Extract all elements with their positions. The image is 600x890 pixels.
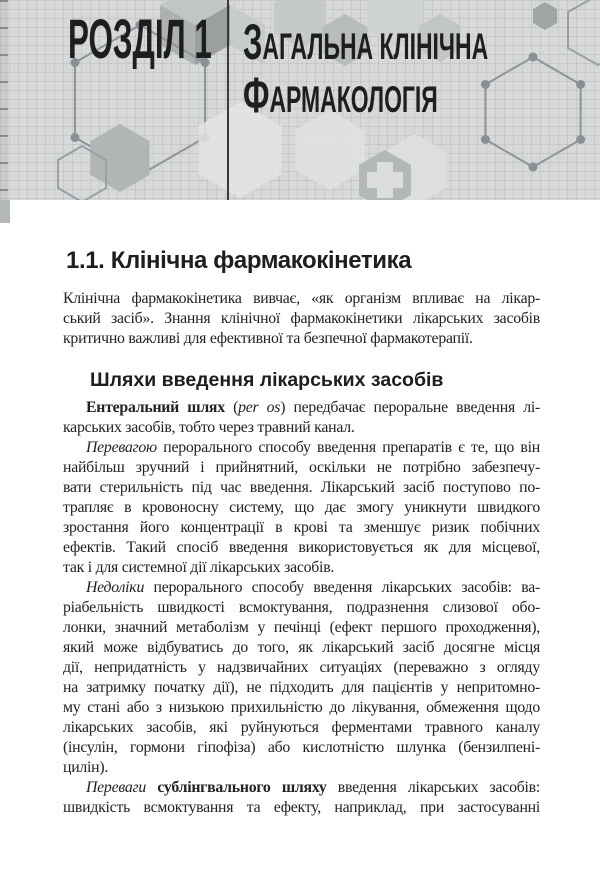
text-run: найбільш зручний і прийнятний, оскільки не потрібно забезпечу- (63, 459, 540, 476)
text-run: Ентеральний шлях (86, 399, 225, 416)
text-run: Недоліки (86, 579, 145, 596)
text-run: перорального способу введення лікарських засобів: ва- (144, 579, 540, 596)
text-run: Клінічна фармакокінетика вивчає, «як організм впливає на лікар- (63, 290, 540, 307)
header-divider (227, 0, 229, 200)
text-line (63, 698, 540, 718)
text-run: ріабельність швидкості всмоктування, подразнення слизової обо- (63, 599, 540, 616)
text-line (63, 398, 540, 418)
text-line (63, 758, 540, 778)
text-run: per os (238, 399, 281, 416)
text-run: перорального способу введення препаратів є те, що він (156, 439, 540, 456)
text-run: ефектів. Такий спосіб введення використовується як для місцевої, (63, 539, 540, 556)
chapter-label: РОЗДІЛ 1 (68, 7, 212, 70)
text-line (63, 778, 540, 798)
text-run: му стані або з низькою прихильністю до лікування, обмеження щодо (63, 699, 540, 716)
text-line (63, 738, 540, 758)
text-run: швидкість всмоктування та ефекту, наприклад, при застосуванні (63, 799, 540, 816)
text-run: (інсулін, гормони гіпофіза) або кислотністю шлунка (бензилпені- (63, 739, 540, 756)
text-run: дії, непридатність у надзвичайних ситуаціях (переважно з огляду (63, 659, 540, 676)
text-line (63, 458, 540, 478)
chapter-header (0, 0, 600, 200)
text-run: лікарських засобів, які руйнуються ферментами травного каналу (63, 719, 540, 736)
text-run: Перевагою (86, 439, 157, 456)
text-line (63, 578, 540, 598)
text-run: сублінгвального шляху (157, 779, 327, 796)
text-line (63, 478, 540, 498)
text-line (63, 418, 540, 438)
text-run (146, 779, 157, 796)
text-run: ський засіб». Знання клінічної фармакокінетики лікарських засобів (63, 310, 540, 327)
page-edge-texture (0, 0, 8, 200)
text-run: Переваги (86, 779, 147, 796)
chapter-title-line-2: ФАРМАКОЛОГІЯ (243, 67, 438, 123)
text-run: лонки, значний метаболізм у печінці (ефект першого проходження), (63, 619, 540, 636)
text-run: вати стерильність під час введення. Лікарський засіб поступово по- (63, 479, 540, 496)
paragraph (63, 289, 540, 349)
paragraph (63, 398, 540, 438)
text-line (63, 618, 540, 638)
text-line (63, 638, 540, 658)
paragraph (63, 438, 540, 578)
text-run: цилін). (63, 759, 109, 776)
text-line (63, 309, 540, 329)
text-run: зростання його концентрації в крові та зменшує ризик побічних (63, 519, 540, 536)
text-run: ) передбачає пероральне введення лі- (280, 399, 540, 416)
text-line (63, 538, 540, 558)
hexagon-outline-icon (481, 53, 585, 172)
text-line (63, 558, 540, 578)
text-line (63, 798, 540, 818)
body-text (63, 289, 540, 818)
text-line (63, 518, 540, 538)
text-run: критично важливі для ефективної та безпечної фармакотерапії. (63, 330, 473, 347)
section-heading: 1.1. Клінічна фармакокінетика (66, 247, 412, 274)
chapter-title-line-1: ЗАГАЛЬНА КЛІНІЧНА (243, 14, 489, 70)
paragraph (63, 778, 540, 818)
paragraph (63, 578, 540, 778)
text-run: ( (224, 399, 239, 416)
text-run: введення лікарських засобів: (326, 779, 540, 796)
text-line (63, 658, 540, 678)
hexagon-filled-icon (533, 0, 600, 65)
text-line (63, 678, 540, 698)
text-run: карських засобів, тобто через травний канал. (63, 419, 355, 436)
text-line (63, 718, 540, 738)
text-run: трапляє в кровоносну систему, що дає змогу уникнути швидкого (63, 499, 540, 516)
text-line (63, 438, 540, 458)
text-line (63, 289, 540, 309)
chapter-title (243, 14, 489, 124)
text-run: який може відбуватись до того, як лікарський засіб досягне місця (63, 639, 540, 656)
page-content (0, 200, 600, 818)
text-run: на затримку початку дії), не підходить для пацієнтів у непритомно- (63, 679, 540, 696)
text-line (63, 329, 540, 349)
subsection-heading: Шляхи введення лікарських засобів (90, 369, 444, 391)
text-line (63, 498, 540, 518)
text-line (63, 598, 540, 618)
text-run: так і для системної дії лікарських засобів. (63, 559, 335, 576)
